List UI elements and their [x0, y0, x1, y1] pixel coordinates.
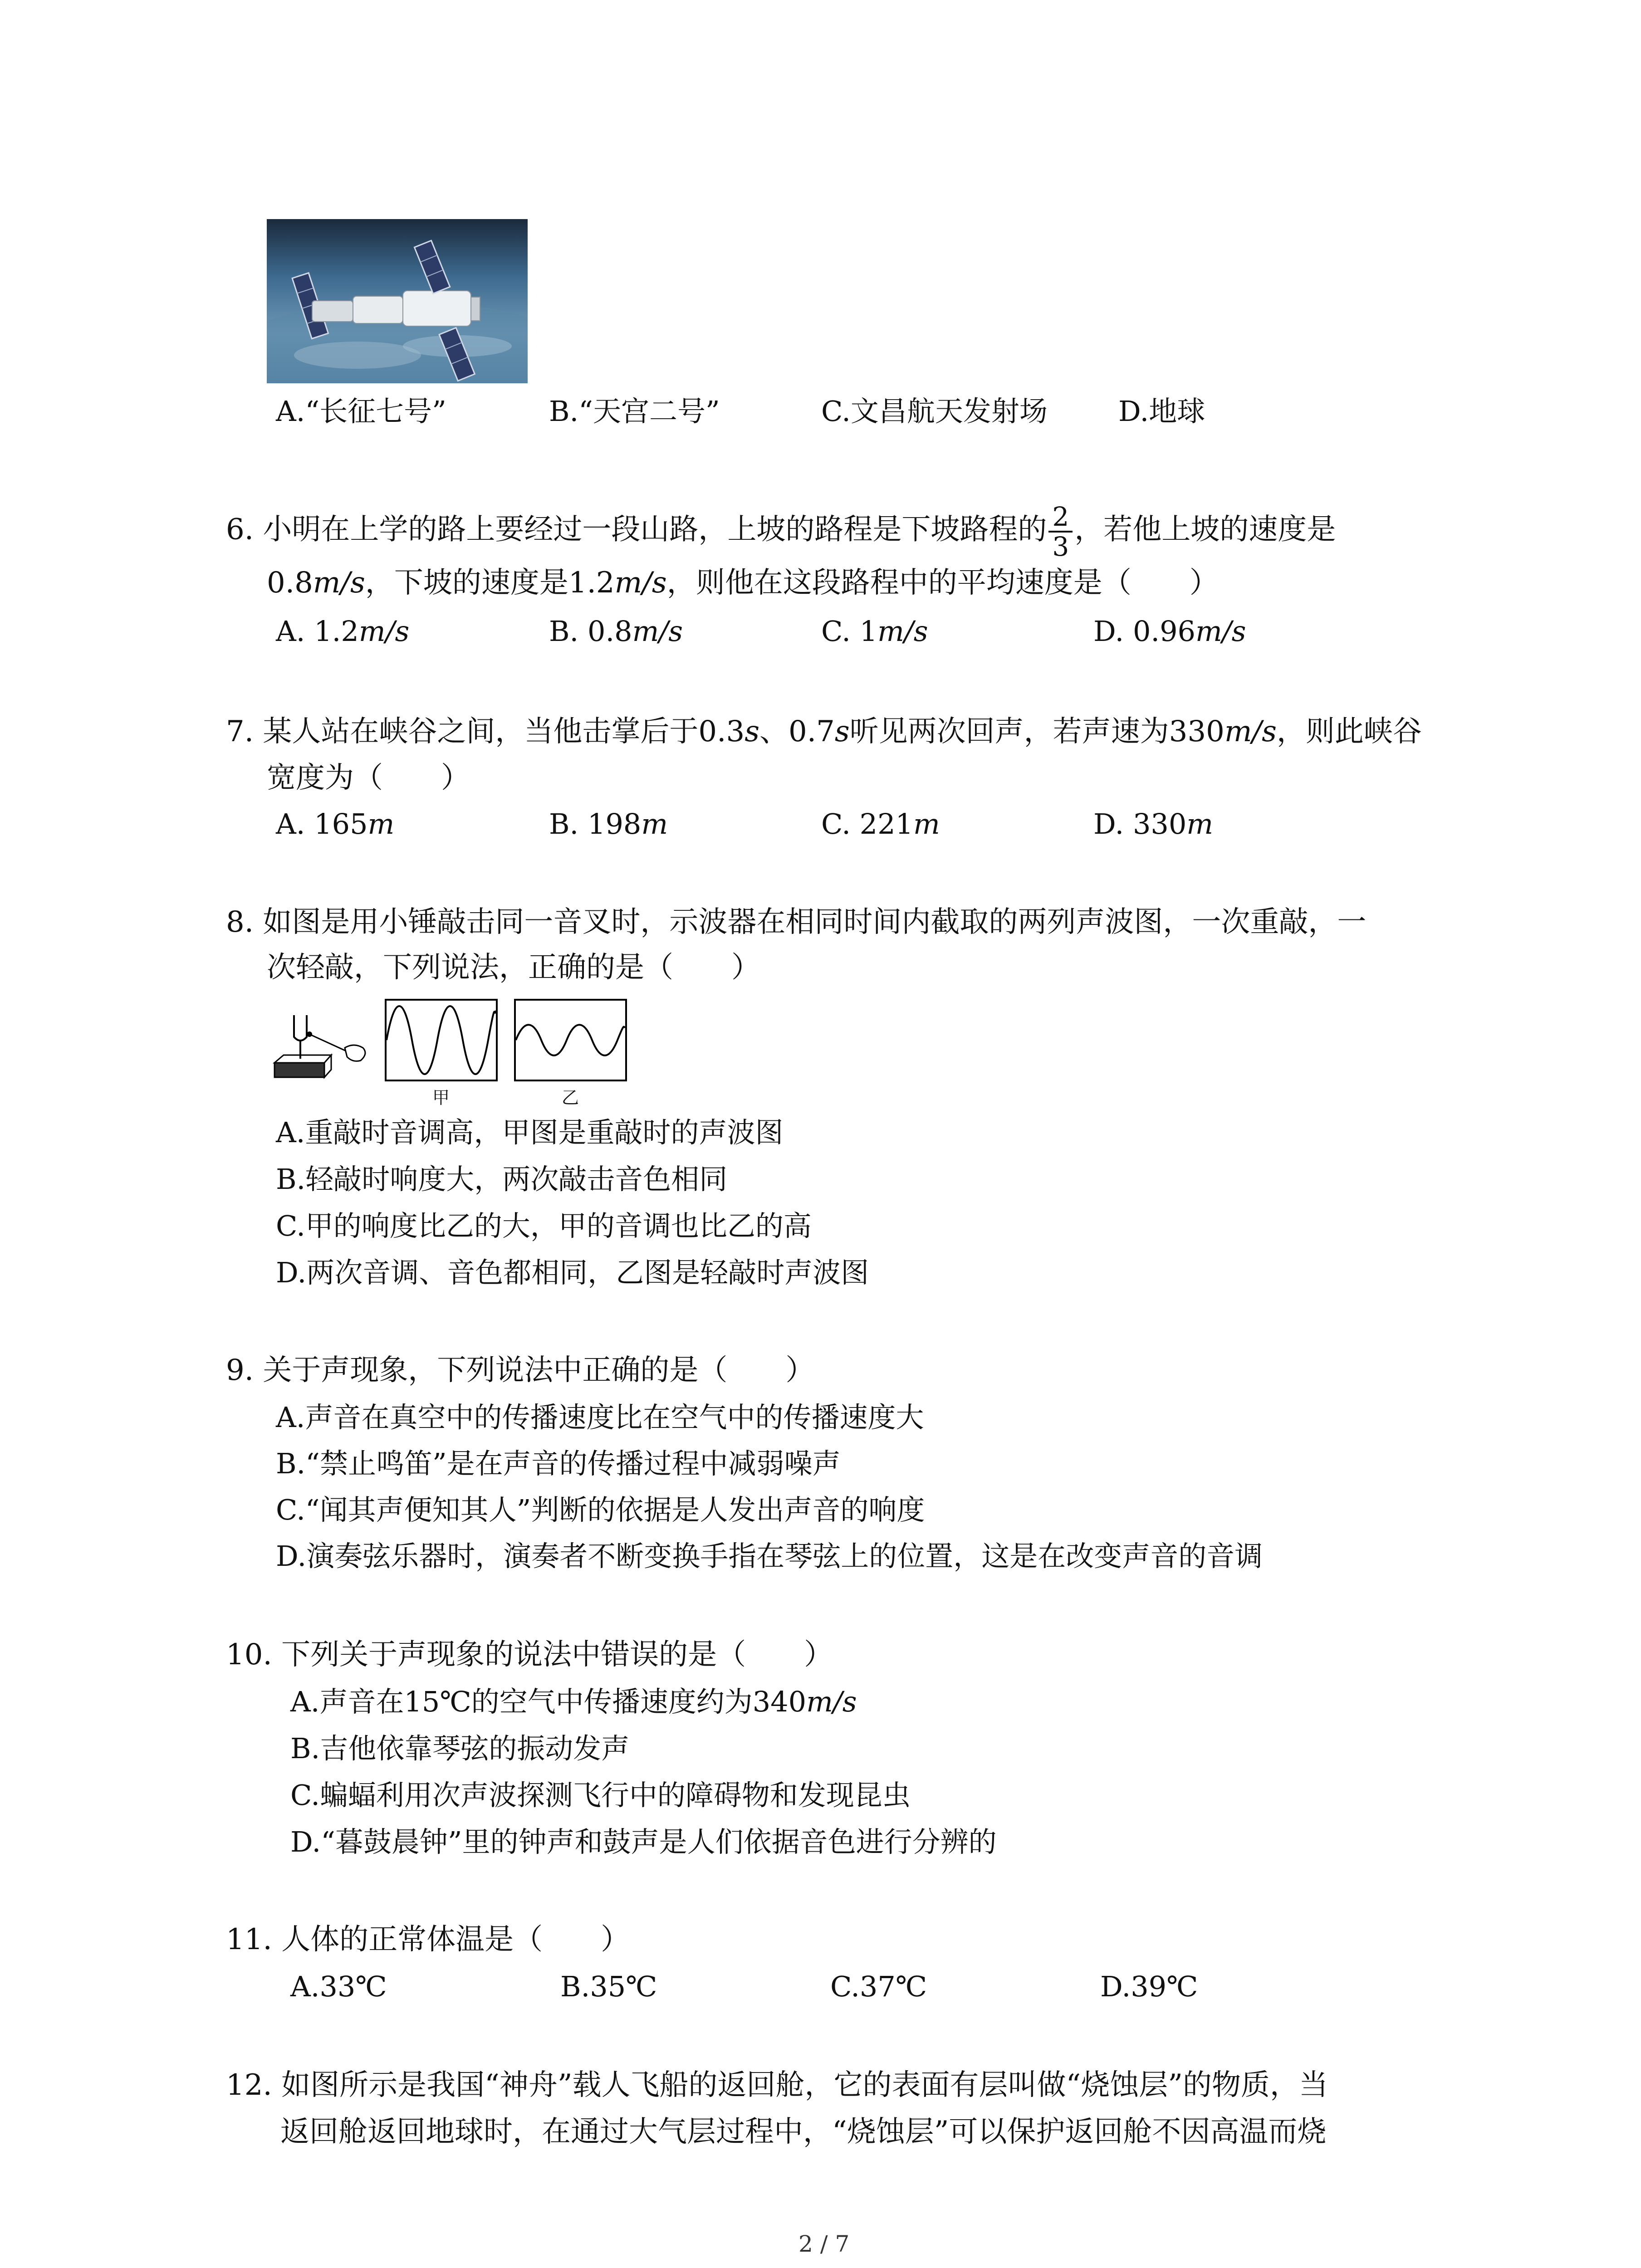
q11-number: 11.: [226, 1923, 272, 1956]
q8-line2: 次轻敲，下列说法，正确的是（ ）: [267, 951, 760, 984]
q7-opt-label: B.: [549, 807, 579, 841]
q10-opt-a-unit: m/s: [806, 1685, 857, 1718]
q7-opt-val: 221: [859, 807, 913, 841]
q10-option-a[interactable]: [290, 1684, 857, 1720]
q5-option-a[interactable]: A.“长征七号”: [276, 395, 446, 428]
q7-text: 、0.7: [759, 715, 835, 748]
q8-text: 如图是用小锤敲击同一音叉时，示波器在相同时间内截取的两列声波图，一次重敲，一: [263, 905, 1367, 939]
q9-option-d[interactable]: D.演奏弦乐器时，演奏者不断变换手指在琴弦上的位置，这是在改变声音的音调: [276, 1540, 1263, 1573]
q7-option-c[interactable]: [821, 806, 940, 842]
q6-opt-label: D.: [1093, 615, 1124, 648]
q8-number: 8.: [226, 905, 254, 939]
q9-number: 9.: [226, 1354, 254, 1387]
q6-opt-unit: m/s: [1195, 615, 1246, 648]
q10-option-c[interactable]: C.蝙蝠利用次声波探测飞行中的障碍物和发现昆虫: [290, 1779, 911, 1812]
q9-option-a[interactable]: A.声音在真空中的传播速度比在空气中的传播速度大: [276, 1401, 924, 1434]
q6-option-d[interactable]: [1093, 613, 1246, 650]
q5-option-c[interactable]: C.文昌航天发射场: [821, 395, 1048, 428]
q10-option-b[interactable]: B.吉他依靠琴弦的振动发声: [290, 1732, 630, 1765]
q7-unit: s: [834, 715, 850, 748]
q7-text: 听见两次回声，若声速为330: [849, 715, 1225, 748]
q7-unit: s: [745, 715, 760, 748]
q6-option-b[interactable]: [549, 613, 683, 650]
q6-line1: [226, 503, 1336, 561]
q6-unit: m/s: [614, 566, 667, 600]
q6-opt-unit: m/s: [358, 615, 410, 648]
q10-line1: [226, 1637, 833, 1673]
q6-opt-label: B.: [549, 615, 579, 648]
q7-number: 7.: [226, 715, 254, 748]
q9-line1: [226, 1352, 814, 1388]
q9-text: 关于声现象，下列说法中正确的是（ ）: [263, 1354, 815, 1387]
q6-unit: m/s: [313, 566, 365, 600]
q7-text: 某人站在峡谷之间，当他击掌后于0.3: [263, 715, 745, 748]
waveform-jia: [386, 1000, 497, 1080]
q6-opt-val: 1: [859, 615, 878, 648]
q10-text: 下列关于声现象的说法中错误的是（ ）: [281, 1638, 833, 1672]
q9-option-c[interactable]: C.“闻其声便知其人”判断的依据是人发出声音的响度: [276, 1493, 925, 1526]
q7-opt-label: A.: [276, 807, 305, 841]
q6-line1-pre: 小明在上学的路上要经过一段山路，上坡的路程是下坡路程的: [263, 513, 1047, 547]
label-yi: 乙: [561, 1088, 579, 1108]
q11-option-b[interactable]: B.35℃: [560, 1970, 657, 2003]
q6-opt-label: A.: [276, 615, 305, 648]
q7-option-b[interactable]: [549, 806, 668, 842]
q11-option-d[interactable]: D.39℃: [1100, 1970, 1198, 2003]
q6-opt-val: 0.96: [1132, 615, 1195, 648]
q12-text: 如图所示是我国“神舟”载人飞船的返回舱，它的表面有层叫做“烧蚀层”的物质，当: [281, 2068, 1328, 2102]
q6-opt-unit: m/s: [877, 615, 928, 648]
tuning-fork-oscilloscope-svg: [268, 997, 640, 1115]
q7-opt-unit: m: [641, 807, 668, 841]
q11-line1: [226, 1921, 630, 1958]
q8-figure: [268, 997, 640, 1115]
q12-number: 12.: [226, 2068, 272, 2102]
q7-opt-unit: m: [367, 807, 395, 841]
label-jia: 甲: [432, 1088, 450, 1108]
q7-opt-val: 165: [314, 807, 368, 841]
q8-option-b[interactable]: B.轻敲时响度大，两次敲击音色相同: [276, 1163, 728, 1196]
q6-frac-num: 2: [1048, 503, 1073, 533]
q8-option-a[interactable]: A.重敲时音调高，甲图是重敲时的声波图: [276, 1116, 784, 1149]
q11-option-c[interactable]: C.37℃: [830, 1970, 927, 2003]
q11-text: 人体的正常体温是（ ）: [281, 1923, 630, 1956]
q10-option-d[interactable]: D.“暮鼓晨钟”里的钟声和鼓声是人们依据音色进行分辨的: [290, 1825, 997, 1858]
q7-option-a[interactable]: [276, 806, 394, 842]
q12-line1: [226, 2067, 1328, 2103]
q6-line2: [267, 565, 1219, 601]
q7-line1: [226, 714, 1422, 750]
page-number: 2 / 7: [798, 2231, 850, 2257]
q10-number: 10.: [226, 1638, 272, 1672]
q6-option-a[interactable]: [276, 613, 409, 650]
q7-unit: m/s: [1224, 715, 1277, 748]
q8-option-c[interactable]: C.甲的响度比乙的大，甲的音调也比乙的高: [276, 1209, 812, 1242]
q7-text: ，则此峡谷: [1276, 715, 1422, 748]
spacecraft-photo-svg: [267, 219, 528, 383]
q8-line1: [226, 904, 1366, 940]
q6-text: 0.8: [267, 566, 313, 600]
q7-option-d[interactable]: [1093, 806, 1213, 842]
q12-line2: 返回舱返回地球时，在通过大气层过程中，“烧蚀层”可以保护返回舱不因高温而烧: [280, 2115, 1327, 2149]
q7-opt-val: 198: [588, 807, 642, 841]
q7-opt-label: C.: [821, 807, 851, 841]
q6-frac-den: 3: [1052, 531, 1069, 562]
q7-opt-label: D.: [1093, 807, 1124, 841]
q5-option-d[interactable]: D.地球: [1118, 395, 1205, 428]
q6-line1-post: ，若他上坡的速度是: [1074, 513, 1336, 547]
q6-option-c[interactable]: [821, 613, 928, 650]
q7-opt-val: 330: [1132, 807, 1187, 841]
q6-text: ，下坡的速度是1.2: [365, 566, 615, 600]
spacecraft-photo: [267, 219, 528, 383]
q6-opt-val: 1.2: [314, 615, 359, 648]
q6-opt-unit: m/s: [632, 615, 683, 648]
q10-opt-a-text: A.声音在15℃的空气中传播速度约为340: [290, 1685, 807, 1718]
q6-text: ，则他在这段路程中的平均速度是（ ）: [666, 566, 1219, 600]
q6-number: 6.: [226, 513, 254, 547]
q6-opt-label: C.: [821, 615, 851, 648]
q6-opt-val: 0.8: [588, 615, 632, 648]
q7-line2: 宽度为（ ）: [267, 761, 470, 795]
q5-option-b[interactable]: B.“天宫二号”: [549, 395, 720, 428]
q9-option-b[interactable]: B.“禁止鸣笛”是在声音的传播过程中减弱噪声: [276, 1447, 841, 1480]
tuning-fork-icon: [274, 1015, 331, 1077]
q7-opt-unit: m: [913, 807, 940, 841]
waveform-yi: [515, 1000, 626, 1080]
q7-opt-unit: m: [1186, 807, 1214, 841]
q11-option-a[interactable]: A.33℃: [290, 1970, 387, 2003]
q8-option-d[interactable]: D.两次音调、音色都相同，乙图是轻敲时声波图: [276, 1256, 869, 1289]
q6-fraction: [1048, 503, 1073, 561]
